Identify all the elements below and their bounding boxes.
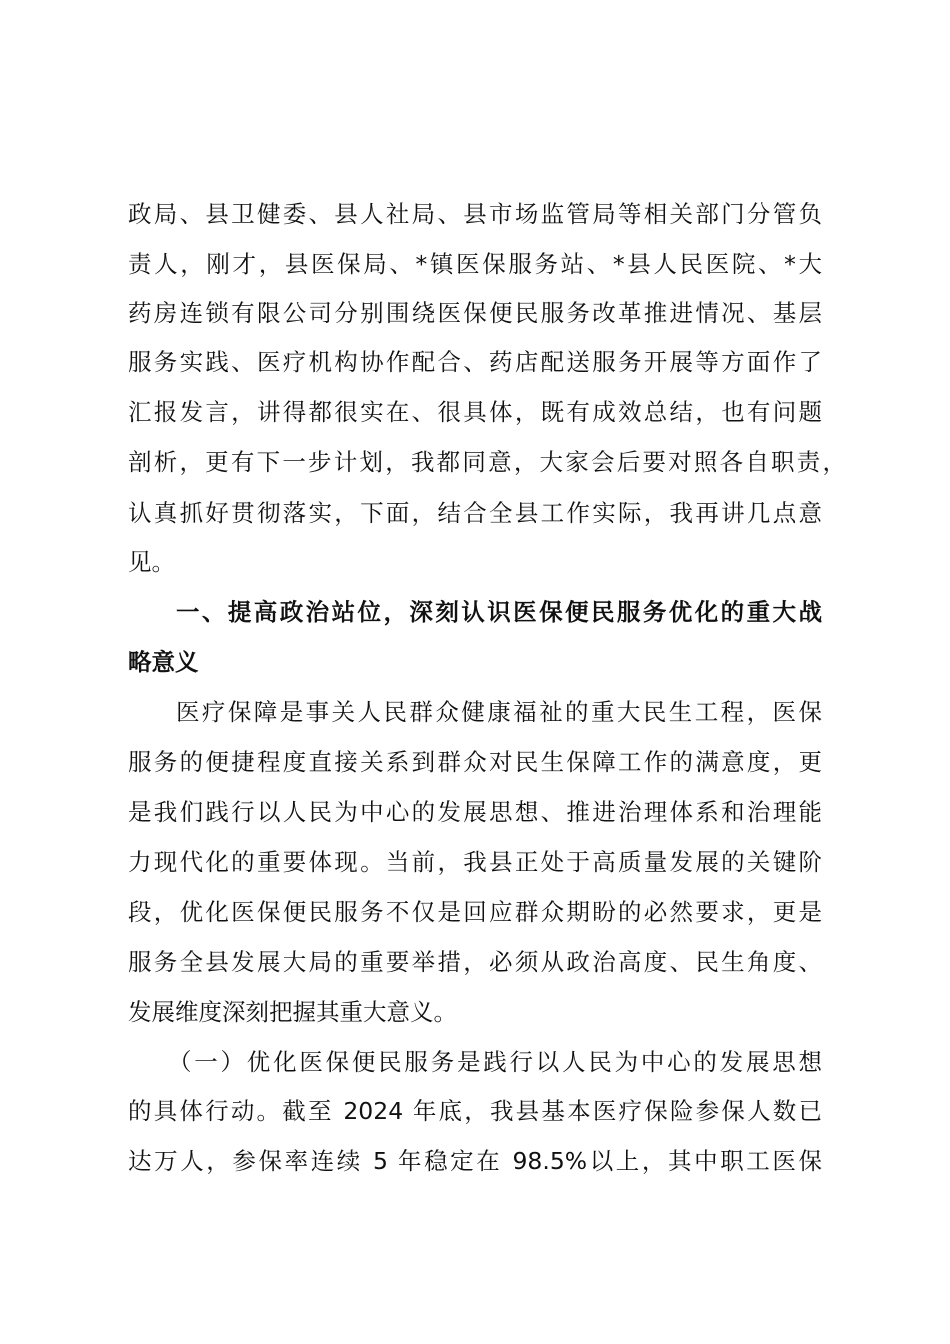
text-line: 医疗保障是事关人民群众健康福祉的重大民生工程，医保	[176, 698, 822, 726]
text-line: 段，优化医保便民服务不仅是回应群众期盼的必然要求，更是	[128, 898, 822, 926]
text-line: 认真抓好贯彻落实，下面，结合全县工作实际，我再讲几点意	[128, 499, 822, 527]
text-line: 责人，刚才，县医保局、*镇医保服务站、*县人民医院、*大	[128, 250, 822, 278]
text-line: （一）优化医保便民服务是践行以人民为中心的发展思想	[168, 1048, 822, 1076]
text-line: 见。	[128, 548, 175, 576]
text-line: 剖析，更有下一步计划，我都同意，大家会后要对照各自职责，	[128, 448, 846, 476]
section-heading: 一、提高政治站位，深刻认识医保便民服务优化的重大战	[176, 598, 822, 626]
text-line: 服务实践、医疗机构协作配合、药店配送服务开展等方面作了	[128, 348, 822, 376]
section-heading: 略意义	[128, 648, 199, 676]
text-line: 达万人，参保率连续 5 年稳定在 98.5%以上，其中职工医保	[128, 1147, 822, 1175]
text-line: 发展维度深刻把握其重大意义。	[128, 998, 457, 1026]
text-line: 药房连锁有限公司分别围绕医保便民服务改革推进情况、基层	[128, 299, 822, 327]
text-line: 服务的便捷程度直接关系到群众对民生保障工作的满意度，更	[128, 748, 822, 776]
text-line: 是我们践行以人民为中心的发展思想、推进治理体系和治理能	[128, 798, 822, 826]
text-line: 力现代化的重要体现。当前，我县正处于高质量发展的关键阶	[128, 848, 822, 876]
text-line: 的具体行动。截至 2024 年底，我县基本医疗保险参保人数已	[128, 1097, 822, 1125]
text-line: 汇报发言，讲得都很实在、很具体，既有成效总结，也有问题	[128, 398, 822, 426]
text-line: 服务全县发展大局的重要举措，必须从政治高度、民生角度、	[128, 948, 822, 976]
text-line: 政局、县卫健委、县人社局、县市场监管局等相关部门分管负	[128, 200, 822, 228]
